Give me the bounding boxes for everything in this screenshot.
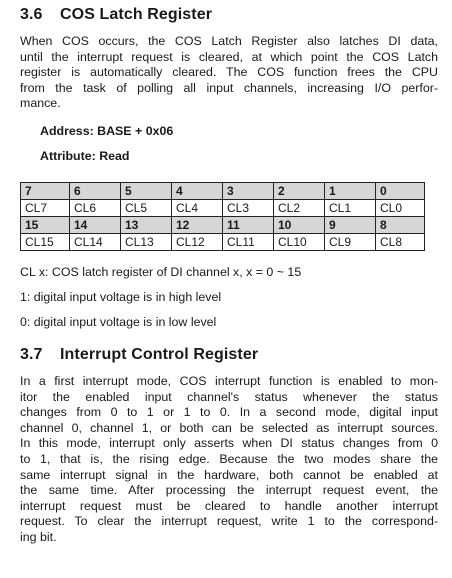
paragraph-line: In a first interrupt mode, COS interrupt function is enabled to mon- — [20, 374, 438, 388]
section-number: 3.7 — [20, 346, 43, 363]
table-cell: 1 — [325, 183, 376, 200]
table-cell: CL6 — [70, 200, 121, 217]
table-cell: 7 — [21, 183, 70, 200]
table-cell: CL7 — [21, 200, 70, 217]
interrupt-control-description — [20, 374, 438, 546]
paragraph-line: register is automatically cleared. The COS function frees the CPU — [20, 65, 438, 80]
table-cell: 2 — [274, 183, 325, 200]
field-name-row — [21, 200, 425, 217]
table-cell: 15 — [21, 217, 70, 234]
table-cell: 4 — [172, 183, 223, 200]
cos-latch-description — [20, 34, 438, 112]
bit-number-row — [21, 217, 425, 234]
paragraph-line: same interrupt signal in the hardware, both cannot be enabled at — [20, 467, 438, 482]
table-cell: CL3 — [223, 200, 274, 217]
table-cell: CL9 — [325, 234, 376, 251]
section-title: COS Latch Register — [60, 6, 213, 23]
paragraph-line: mance. — [20, 96, 61, 111]
table-cell: 0 — [376, 183, 425, 200]
table-cell: 11 — [223, 217, 274, 234]
high-level-note: 1: digital input voltage is in high level — [20, 290, 222, 304]
cos-latch-register-table — [20, 182, 425, 251]
table-cell: CL13 — [121, 234, 172, 251]
table-cell: 6 — [70, 183, 121, 200]
table-cell: CL10 — [274, 234, 325, 251]
paragraph-line: ing bit. — [20, 529, 57, 544]
paragraph-line: itor the enabled input channel's status whenever the status — [20, 389, 438, 404]
paragraph-line: In this mode, interrupt only asserts when DI status changes from 0 — [20, 436, 438, 451]
table-cell: 13 — [121, 217, 172, 234]
low-level-note: 0: digital input voltage is in low level — [20, 315, 217, 329]
section-number: 3.6 — [20, 6, 43, 23]
field-name-row — [21, 234, 425, 251]
section-heading-3-7 — [20, 346, 258, 364]
table-cell: CL5 — [121, 200, 172, 217]
table-cell: CL1 — [325, 200, 376, 217]
table-cell: CL2 — [274, 200, 325, 217]
paragraph-line: interrupt request must be cleared to handle another interrupt — [20, 498, 438, 513]
register-attribute: Attribute: Read — [40, 149, 130, 163]
paragraph-line: to 1, that is, the rising edge. Because the two modes share the — [20, 451, 438, 466]
section-title: Interrupt Control Register — [60, 346, 259, 363]
field-legend-note: CL x: COS latch register of DI channel x, x = 0 ~ 15 — [20, 265, 302, 279]
table-cell: 5 — [121, 183, 172, 200]
paragraph-line: request. To clear the interrupt request, write 1 to the correspond- — [20, 514, 438, 529]
table-cell: CL4 — [172, 200, 223, 217]
section-heading-3-6 — [20, 6, 212, 24]
table-cell: CL8 — [376, 234, 425, 251]
table-cell: CL12 — [172, 234, 223, 251]
table-cell: 12 — [172, 217, 223, 234]
table-cell: CL15 — [21, 234, 70, 251]
table-cell: CL0 — [376, 200, 425, 217]
table-cell: 3 — [223, 183, 274, 200]
paragraph-line: changes from 0 to 1 or 1 to 0. In a second mode, digital input — [20, 405, 438, 420]
paragraph-line: the same time. After processing the interrupt request event, the — [20, 483, 438, 498]
paragraph-line: until the interrupt request is cleared, at which point the COS Latch — [20, 49, 438, 64]
table-cell: CL14 — [70, 234, 121, 251]
table-cell: 9 — [325, 217, 376, 234]
table-cell: 14 — [70, 217, 121, 234]
table-cell: CL11 — [223, 234, 274, 251]
table-cell: 8 — [376, 217, 425, 234]
bit-number-row — [21, 183, 425, 200]
register-address: Address: BASE + 0x06 — [40, 124, 174, 138]
paragraph-line: channel 0, channel 1, or both can be selected as interrupt sources. — [20, 420, 438, 435]
paragraph-line: When COS occurs, the COS Latch Register also latches DI data, — [20, 34, 438, 48]
paragraph-line: from the task of polling all input channels, increasing I/O perfor- — [20, 80, 438, 95]
table-cell: 10 — [274, 217, 325, 234]
